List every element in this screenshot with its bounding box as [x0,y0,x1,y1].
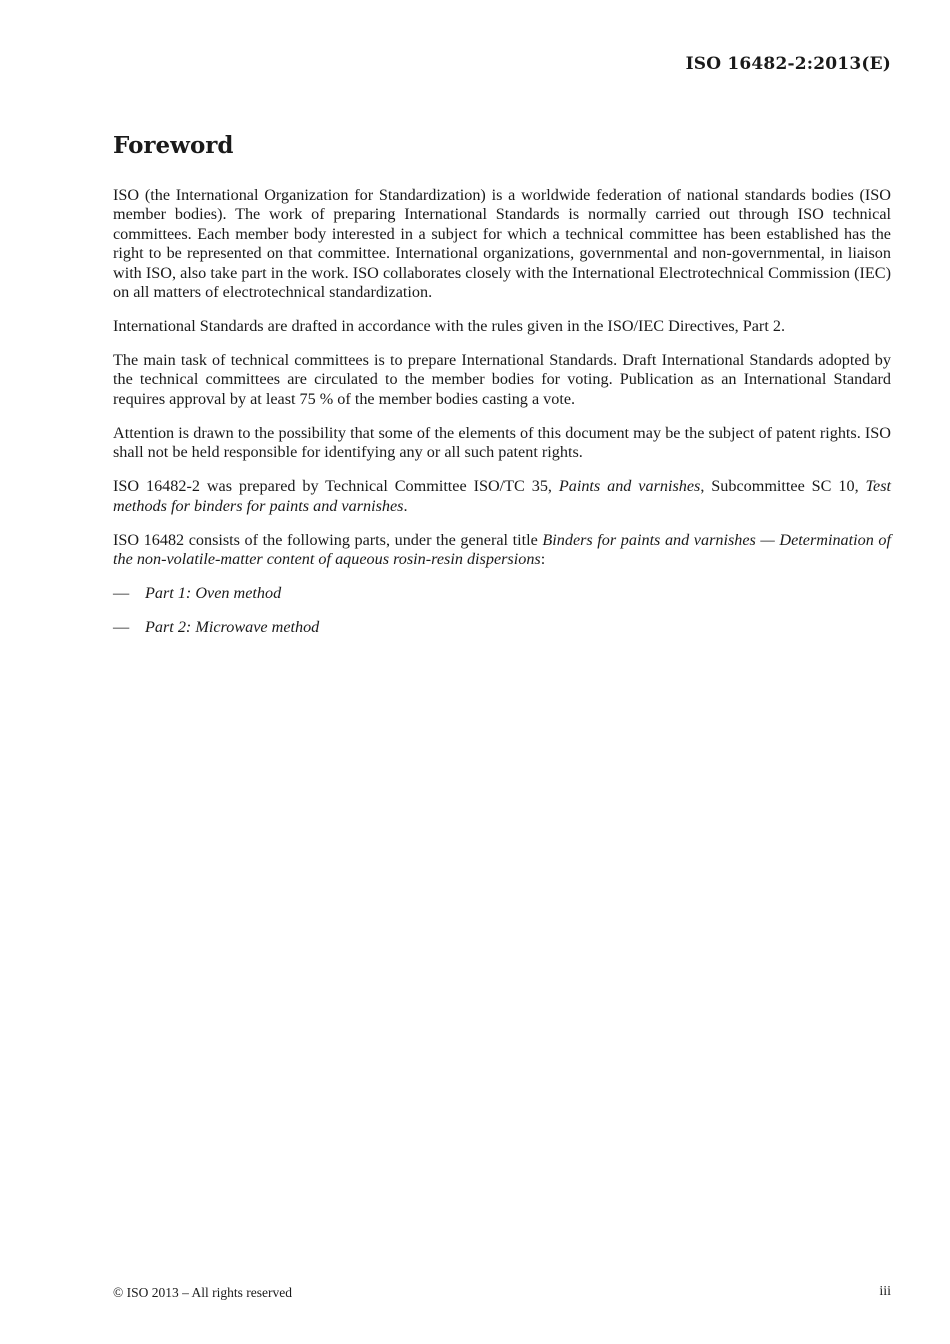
subcommittee-name: Test methods for binders for paints and varnishes [113,477,891,515]
list-item-part-2 [113,618,891,637]
list-dash: — [113,618,130,637]
list-item-part-1 [113,584,891,603]
general-title: Binders for paints and varnishes — Determination of the non-volatile-matter content of aqueous rosin-resin dispersions [113,530,891,569]
paragraph-parts-intro [113,531,891,570]
page-number: iii [879,1284,891,1299]
prepared-by-text-2: , Subcommittee SC 10, [700,477,866,496]
parts-intro-text-1: ISO 16482 consists of the following parts, under the general title [113,530,543,549]
page-title: Foreword [113,132,234,159]
paragraph-committee-task: The main task of technical committees is to prepare International Standards. Draft International Standards adopted by the technical committees are circulated to the member bodies for voting. Publication as an International Standard requires approval by at least 75 % of the member bodies casting a vote. [113,351,891,408]
parts-intro-text-2: : [540,550,546,569]
paragraph-patent-rights: Attention is drawn to the possibility that some of the elements of this document may be the subject of patent rights. ISO shall not be held responsible for identifying any or all such patent rights. [113,423,891,462]
list-item-label: Part 2: Microwave method [145,618,320,637]
footer-copyright: © ISO 2013 – All rights reserved [113,1285,292,1300]
paragraph-prepared-by [113,477,891,516]
list-item-label: Part 1: Oven method [145,584,282,603]
list-dash: — [113,584,130,603]
prepared-by-text-1: ISO 16482-2 was prepared by Technical Committee ISO/TC 35, [113,477,559,496]
paragraph-iso-overview: ISO (the International Organization for Standardization) is a worldwide federation of national standards bodies (ISO member bodies). The work of preparing International Standards is normally carried out through ISO technical committees. Each member body interested in a subject for which a technical committee has been established has the right to be represented on that committee. International organizations, governmental and non-governmental, in liaison with ISO, also take part in the work. ISO collaborates closely with the International Electrotechnical Commission (IEC) on all matters of electrotechnical standardization. [113,186,891,302]
document-reference: ISO 16482-2:2013(E) [685,54,891,74]
committee-name: Paints and varnishes [558,477,701,496]
prepared-by-text-3: . [403,496,408,515]
paragraph-directives: International Standards are drafted in accordance with the rules given in the ISO/IEC Directives, Part 2. [113,317,786,336]
foreword-body [113,186,891,652]
